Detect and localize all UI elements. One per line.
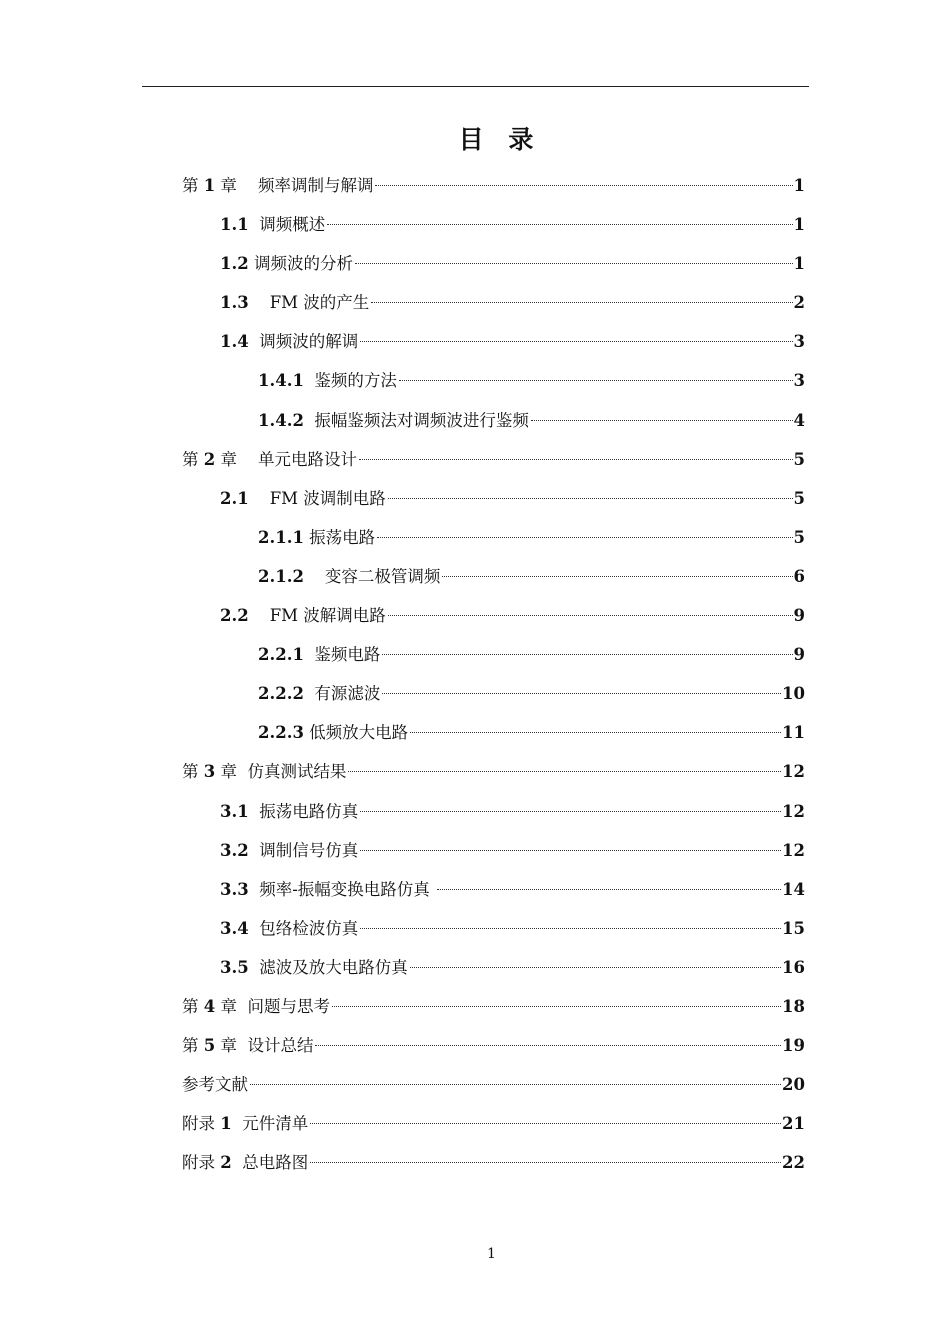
toc-entry-number: 1.4 <box>220 332 249 352</box>
toc-entry-page: 2 <box>793 293 805 313</box>
toc-entry-title: 元件清单 <box>231 1114 309 1134</box>
toc-entry-number: 3.4 <box>220 918 249 938</box>
toc-entry-number: 2.1.2 <box>258 566 304 586</box>
toc-entry-prefix: 第 <box>182 449 204 469</box>
toc-entry-title: 章 单元电路设计 <box>215 449 357 469</box>
toc-entry-number: 2.2 <box>220 606 249 626</box>
toc-dot-leader <box>388 615 793 616</box>
toc-entry[interactable] <box>182 563 805 602</box>
toc-dot-leader <box>442 576 792 577</box>
toc-entry-title: 鉴频的方法 <box>303 371 397 391</box>
toc-entry-number: 2 <box>203 449 216 469</box>
toc-entry-page: 3 <box>793 332 805 352</box>
toc-dot-leader <box>410 967 781 968</box>
toc-entry-number: 2.2.2 <box>258 684 304 704</box>
toc-dot-leader <box>315 1045 781 1046</box>
toc-dot-leader <box>531 420 793 421</box>
toc-dot-leader <box>332 1006 781 1007</box>
toc-entry-number: 1 <box>220 1114 232 1134</box>
toc-entry[interactable] <box>182 407 805 446</box>
toc-entry-title: 振荡电路仿真 <box>248 801 359 821</box>
toc-entry-page: 9 <box>793 606 805 626</box>
toc-entry-page: 19 <box>782 1036 805 1056</box>
page-number: 1 <box>487 1246 496 1262</box>
toc-entry-page: 4 <box>793 410 805 430</box>
toc-entry-page: 12 <box>782 840 805 860</box>
toc-entry-page: 5 <box>793 527 805 547</box>
toc-entry-page: 9 <box>793 645 805 665</box>
toc-entry-page: 12 <box>782 801 805 821</box>
toc-entry-title: 变容二极管调频 <box>303 566 441 586</box>
toc-entry-page: 10 <box>782 684 805 704</box>
toc-entry-title: 振幅鉴频法对调频波进行鉴频 <box>303 410 529 430</box>
toc-dot-leader <box>360 811 781 812</box>
toc-entry-number: 3.3 <box>220 879 249 899</box>
toc-entry[interactable] <box>182 876 805 915</box>
toc-entry[interactable] <box>182 289 805 328</box>
toc-entry[interactable] <box>182 1071 805 1110</box>
toc-entry[interactable] <box>182 367 805 406</box>
toc-entry-title: 章 设计总结 <box>215 1036 314 1056</box>
toc-entry-page: 15 <box>782 918 805 938</box>
toc-entry-number: 3.2 <box>220 840 249 860</box>
toc-entry-number: 2.1.1 <box>258 527 304 547</box>
toc-entry[interactable] <box>182 524 805 563</box>
toc-dot-leader <box>375 185 792 186</box>
toc-dot-leader <box>359 459 793 460</box>
toc-entry-page: 1 <box>793 176 805 195</box>
toc-entry-page: 11 <box>782 723 805 743</box>
toc-entry[interactable] <box>182 485 805 524</box>
toc-entry-title: 参考文献 <box>182 1075 248 1095</box>
toc-entry-prefix: 第 <box>182 762 204 782</box>
toc-entry-title: FM 波调制电路 <box>248 488 386 508</box>
toc-dot-leader <box>377 537 792 538</box>
toc-entry-prefix: 第 <box>182 176 204 195</box>
toc-entry-title: 调频波的解调 <box>248 332 359 352</box>
toc-entry-title: 包络检波仿真 <box>248 918 359 938</box>
toc-entry-title: 总电路图 <box>231 1153 309 1173</box>
toc-entry-prefix: 第 <box>182 1036 204 1056</box>
toc-entry-page: 6 <box>793 566 805 586</box>
toc-entry-page: 12 <box>782 762 805 782</box>
toc-dot-leader <box>360 928 781 929</box>
toc-entry-prefix: 附录 <box>182 1153 221 1173</box>
toc-entry[interactable] <box>182 211 805 250</box>
toc-entry[interactable] <box>182 837 805 876</box>
toc-entry-title: 调制信号仿真 <box>248 840 359 860</box>
header-rule <box>142 86 809 87</box>
toc-entry-number: 4 <box>203 996 216 1016</box>
toc-dot-leader <box>310 1123 781 1124</box>
toc-entry-number: 1.4.1 <box>258 371 304 391</box>
toc-dot-leader <box>360 341 792 342</box>
toc-entry-prefix: 附录 <box>182 1114 221 1134</box>
toc-entry-title: 振荡电路 <box>303 527 376 547</box>
toc-entry-page: 1 <box>793 215 805 235</box>
toc-entry-title: 低频放大电路 <box>303 723 409 743</box>
toc-entry-number: 3 <box>203 762 216 782</box>
toc-dot-leader <box>348 771 781 772</box>
toc-entry[interactable] <box>182 446 805 485</box>
toc-dot-leader <box>360 850 781 851</box>
toc-entry-page: 22 <box>782 1153 805 1173</box>
toc-entry-title: 章 问题与思考 <box>215 996 330 1016</box>
toc-dot-leader <box>382 654 792 655</box>
toc-entry[interactable] <box>182 915 805 954</box>
toc-entry-page: 14 <box>782 879 805 899</box>
toc-entry-page: 5 <box>793 488 805 508</box>
toc-dot-leader <box>437 889 781 890</box>
toc-dot-leader <box>399 380 793 381</box>
table-of-contents <box>182 172 805 1188</box>
toc-entry-prefix: 第 <box>182 996 204 1016</box>
toc-entry[interactable] <box>182 1149 805 1188</box>
toc-entry[interactable] <box>182 641 805 680</box>
toc-entry-number: 1.2 <box>220 254 249 274</box>
toc-entry-number: 5 <box>203 1036 216 1056</box>
toc-entry-page: 5 <box>793 449 805 469</box>
toc-dot-leader <box>310 1162 781 1163</box>
toc-entry-number: 2 <box>220 1153 232 1173</box>
toc-entry-number: 1 <box>203 176 216 195</box>
toc-entry-page: 20 <box>782 1075 805 1095</box>
toc-dot-leader <box>250 1084 781 1085</box>
toc-entry-title: 频率-振幅变换电路仿真 <box>248 879 436 899</box>
toc-entry-title: 有源滤波 <box>303 684 381 704</box>
toc-entry-title: 章 频率调制与解调 <box>215 176 374 195</box>
toc-entry[interactable] <box>182 719 805 758</box>
toc-dot-leader <box>388 498 793 499</box>
toc-entry-page: 18 <box>782 996 805 1016</box>
toc-entry-title: 调频概述 <box>248 215 326 235</box>
toc-entry[interactable] <box>182 680 805 719</box>
toc-entry[interactable] <box>182 758 805 797</box>
toc-entry-number: 2.2.1 <box>258 645 304 665</box>
toc-dot-leader <box>355 263 793 264</box>
toc-dot-leader <box>410 732 781 733</box>
toc-entry-number: 1.3 <box>220 293 249 313</box>
toc-entry-number: 1.1 <box>220 215 249 235</box>
toc-entry[interactable] <box>182 172 805 211</box>
toc-entry-title: 鉴频电路 <box>303 645 381 665</box>
toc-entry-number: 3.1 <box>220 801 249 821</box>
toc-entry-page: 3 <box>793 371 805 391</box>
toc-entry-title: FM 波解调电路 <box>248 606 386 626</box>
toc-entry[interactable] <box>182 993 805 1032</box>
toc-dot-leader <box>382 693 781 694</box>
toc-entry-page: 21 <box>782 1114 805 1134</box>
toc-entry-title: FM 波的产生 <box>248 293 370 313</box>
toc-entry[interactable] <box>182 602 805 641</box>
toc-entry[interactable] <box>182 798 805 837</box>
toc-entry[interactable] <box>182 328 805 367</box>
toc-entry-number: 2.2.3 <box>258 723 304 743</box>
toc-entry-number: 2.1 <box>220 488 249 508</box>
toc-entry-title: 章 仿真测试结果 <box>215 762 347 782</box>
toc-dot-leader <box>371 302 792 303</box>
toc-entry-number: 1.4.2 <box>258 410 304 430</box>
toc-entry-number: 3.5 <box>220 957 249 977</box>
toc-dot-leader <box>327 224 792 225</box>
toc-entry[interactable] <box>182 1032 805 1071</box>
toc-entry[interactable] <box>182 250 805 289</box>
toc-entry[interactable] <box>182 1110 805 1149</box>
toc-entry-page: 16 <box>782 957 805 977</box>
toc-entry-title: 滤波及放大电路仿真 <box>248 957 408 977</box>
toc-entry-title: 调频波的分析 <box>248 254 353 274</box>
toc-entry[interactable] <box>182 954 805 993</box>
page-title: 目 录 <box>458 125 542 154</box>
toc-entry-page: 1 <box>793 254 805 274</box>
